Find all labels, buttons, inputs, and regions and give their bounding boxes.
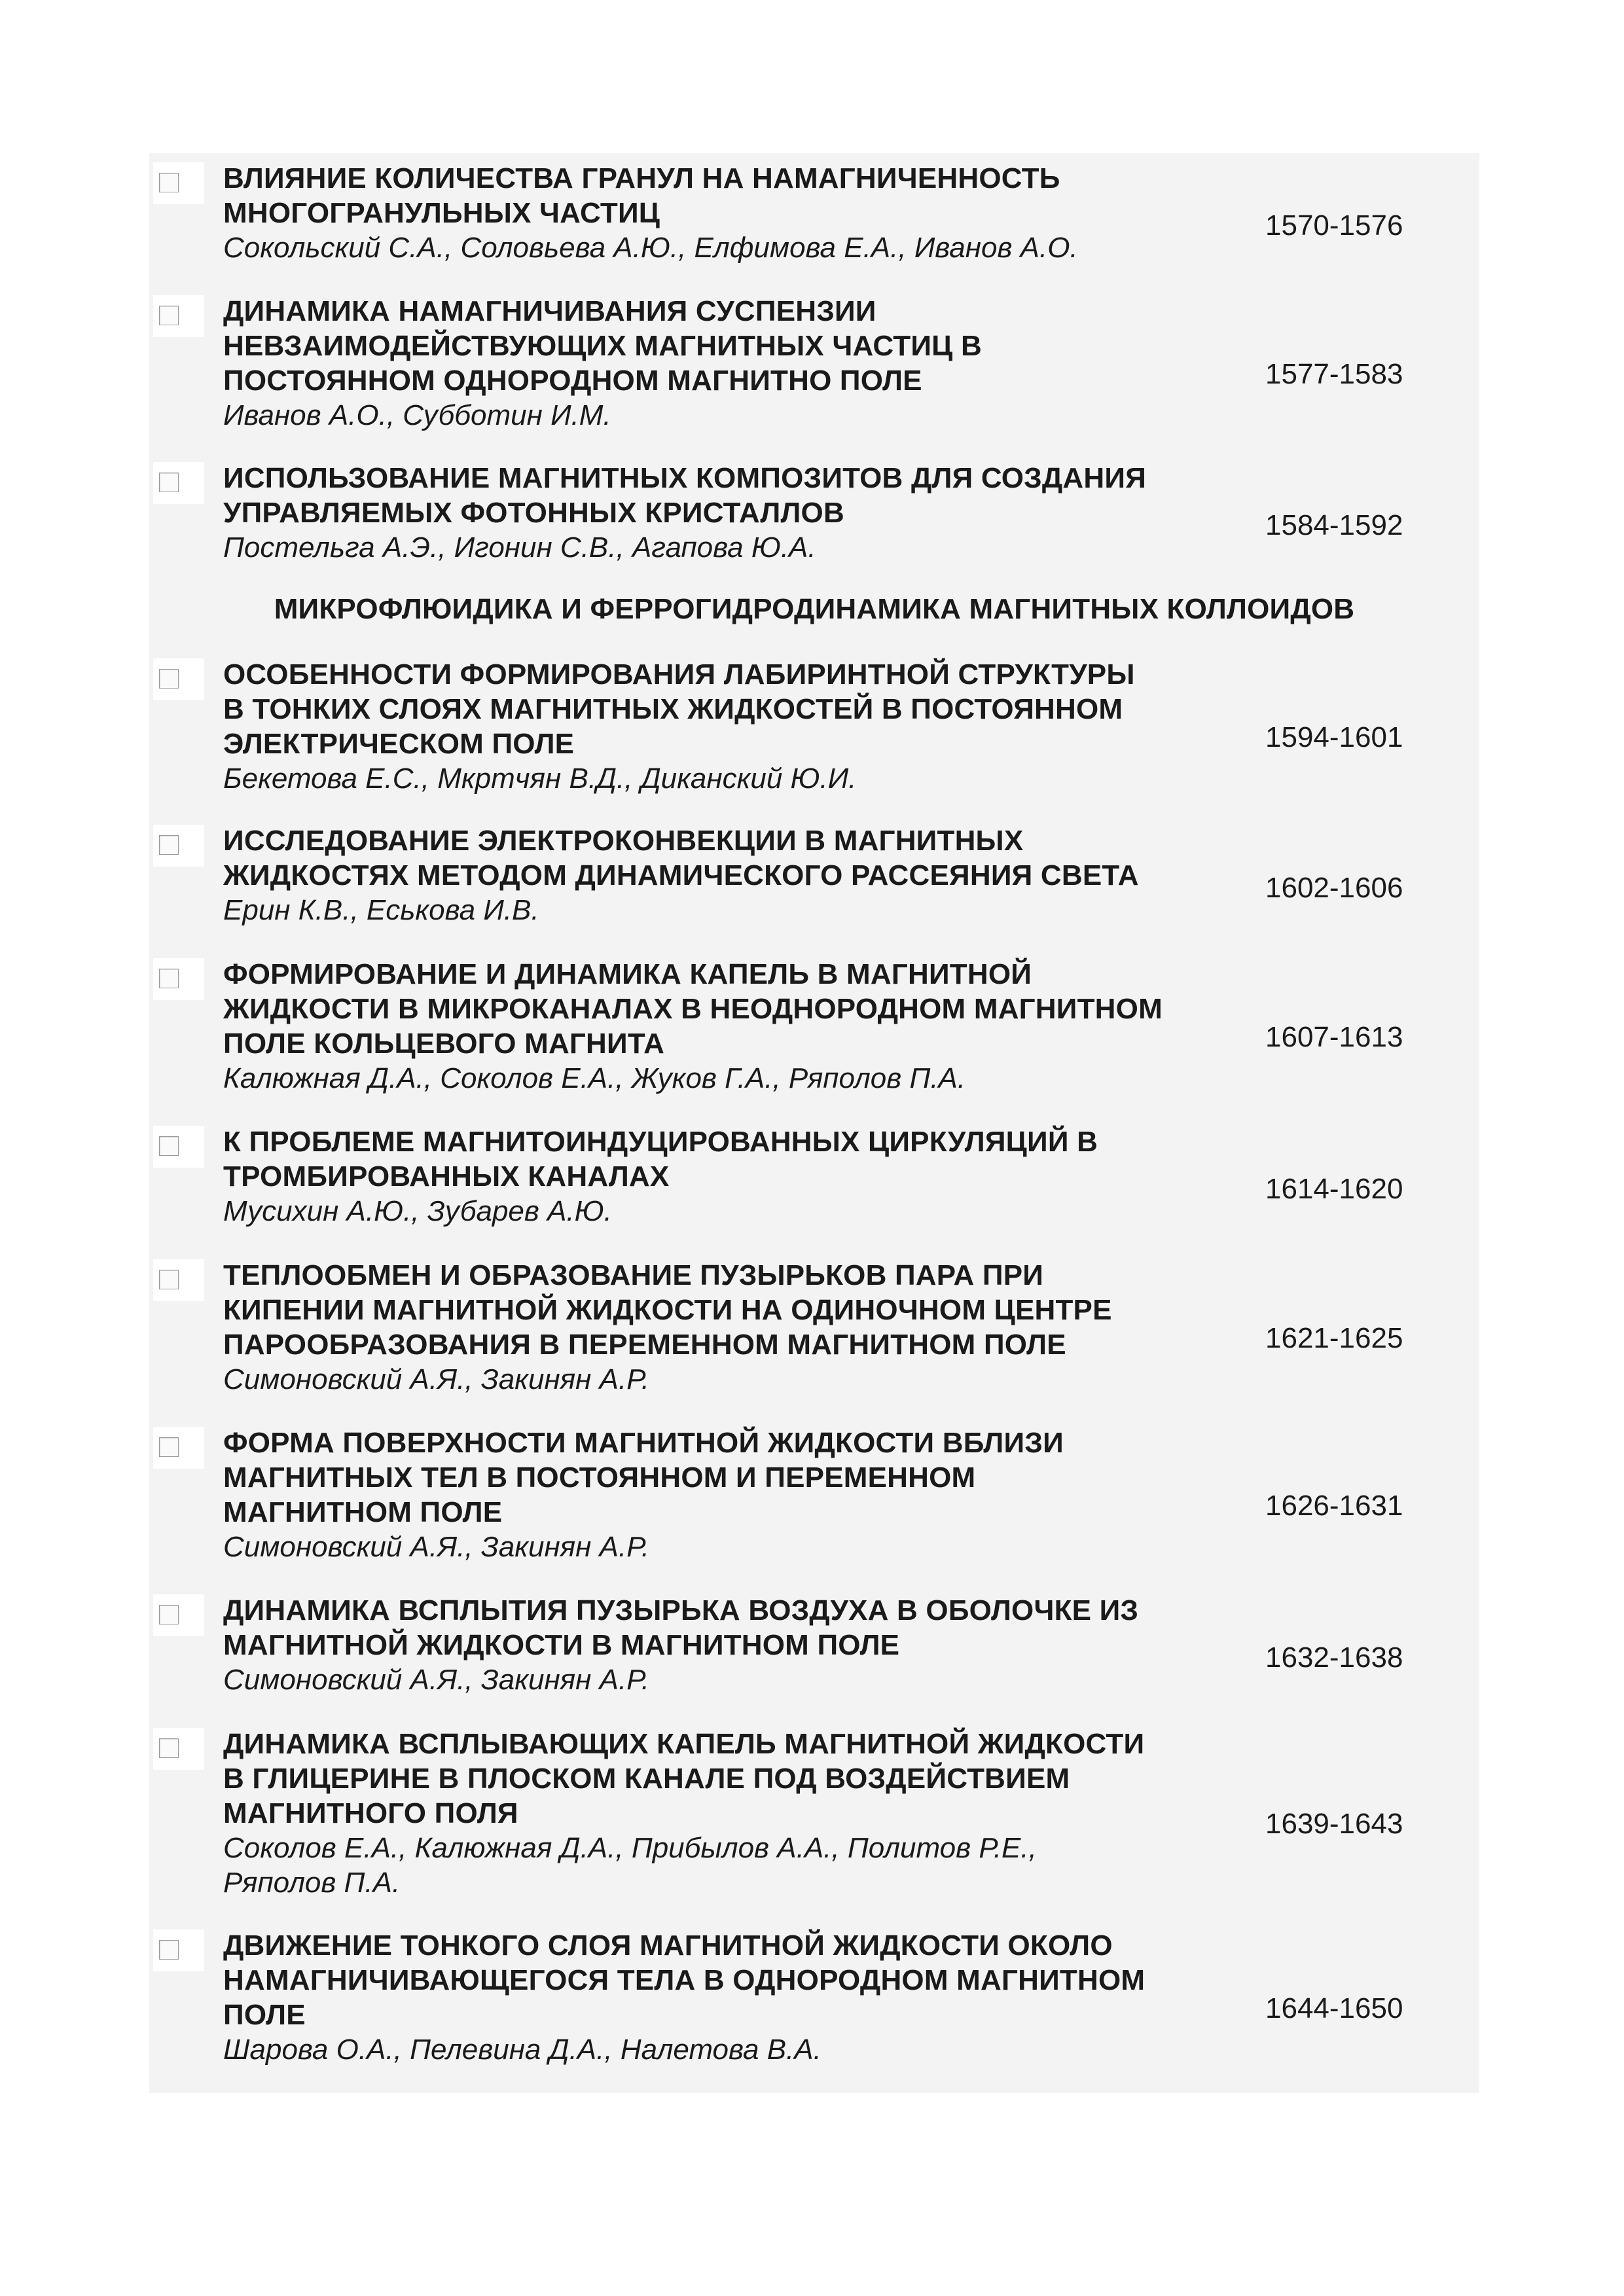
article-authors: Калюжная Д.А., Соколов Е.А., Жуков Г.А., Ряполов П.А. — [223, 1062, 966, 1094]
article-title[interactable]: ОСОБЕННОСТИ ФОРМИРОВАНИЯ ЛАБИРИНТНОЙ СТРУКТУРЫ В ТОНКИХ СЛОЯХ МАГНИТНЫХ ЖИДКОСТЕЙ В ПОСТОЯННОМ ЭЛЕКТРИЧЕСКОМ ПОЛЕ — [223, 658, 1135, 760]
article-title[interactable]: ДВИЖЕНИЕ ТОНКОГО СЛОЯ МАГНИТНОЙ ЖИДКОСТИ ОКОЛО НАМАГНИЧИВАЮЩЕГОСЯ ТЕЛА В ОДНОРОДНОМ МАГНИТНОМ ПОЛЕ — [223, 1929, 1146, 2031]
article-title[interactable]: ИССЛЕДОВАНИЕ ЭЛЕКТРОКОНВЕКЦИИ В МАГНИТНЫХ ЖИДКОСТЯХ МЕТОДОМ ДИНАМИЧЕСКОГО РАССЕЯНИЯ СВЕТА — [223, 825, 1139, 891]
checkbox-cell — [153, 1728, 204, 1770]
select-checkbox[interactable] — [159, 669, 179, 689]
select-checkbox[interactable] — [159, 835, 179, 855]
article-title[interactable]: ВЛИЯНИЕ КОЛИЧЕСТВА ГРАНУЛ НА НАМАГНИЧЕННОСТЬ МНОГОГРАНУЛЬНЫХ ЧАСТИЦ — [223, 162, 1060, 229]
entry-text — [223, 1426, 1349, 1564]
checkbox-cell — [153, 1259, 204, 1301]
article-title[interactable]: ФОРМА ПОВЕРХНОСТИ МАГНИТНОЙ ЖИДКОСТИ ВБЛИЗИ МАГНИТНЫХ ТЕЛ В ПОСТОЯННОМ И ПЕРЕМЕННОМ МАГНИТНОМ ПОЛЕ — [223, 1427, 1064, 1528]
article-authors: Соколов Е.А., Калюжная Д.А., Прибылов А.А., Политов Р.Е., Ряполов П.А. — [223, 1832, 1037, 1899]
select-checkbox[interactable] — [159, 306, 179, 325]
article-authors: Ерин К.В., Еськова И.В. — [223, 894, 539, 926]
checkbox-cell — [153, 162, 204, 204]
checkbox-cell — [153, 295, 204, 337]
checkbox-cell — [153, 462, 204, 504]
entry-text — [223, 1727, 1349, 1900]
article-title[interactable]: ФОРМИРОВАНИЕ И ДИНАМИКА КАПЕЛЬ В МАГНИТНОЙ ЖИДКОСТИ В МИКРОКАНАЛАХ В НЕОДНОРОДНОМ МАГНИТНОМ ПОЛЕ КОЛЬЦЕВОГО МАГНИТА — [223, 958, 1163, 1060]
article-authors: Мусихин А.Ю., Зубарев А.Ю. — [223, 1195, 612, 1227]
select-checkbox[interactable] — [159, 173, 179, 192]
entry-text — [223, 1258, 1349, 1397]
article-authors: Симоновский А.Я., Закинян А.Р. — [223, 1664, 649, 1696]
page-range: 1570-1576 — [1265, 209, 1403, 242]
select-checkbox[interactable] — [159, 1738, 179, 1758]
select-checkbox[interactable] — [159, 1605, 179, 1624]
checkbox-cell — [153, 1126, 204, 1168]
page-range: 1614-1620 — [1265, 1173, 1403, 1205]
article-title[interactable]: ДИНАМИКА ВСПЛЫВАЮЩИХ КАПЕЛЬ МАГНИТНОЙ ЖИДКОСТИ В ГЛИЦЕРИНЕ В ПЛОСКОМ КАНАЛЕ ПОД ВОЗДЕЙСТВИЕМ МАГНИТНОГО ПОЛЯ — [223, 1728, 1145, 1829]
select-checkbox[interactable] — [159, 473, 179, 492]
article-authors: Симоновский А.Я., Закинян А.Р. — [223, 1363, 649, 1395]
checkbox-cell — [153, 658, 204, 700]
entry-text — [223, 461, 1349, 565]
article-title[interactable]: ДИНАМИКА ВСПЛЫТИЯ ПУЗЫРЬКА ВОЗДУХА В ОБОЛОЧКЕ ИЗ МАГНИТНОЙ ЖИДКОСТИ В МАГНИТНОМ ПОЛЕ — [223, 1594, 1139, 1661]
article-title[interactable]: ИСПОЛЬЗОВАНИЕ МАГНИТНЫХ КОМПОЗИТОВ ДЛЯ СОЗДАНИЯ УПРАВЛЯЕМЫХ ФОТОННЫХ КРИСТАЛЛОВ — [223, 462, 1147, 529]
entry-text — [223, 294, 1349, 433]
page-range: 1632-1638 — [1265, 1641, 1403, 1674]
checkbox-cell — [153, 958, 204, 1000]
select-checkbox[interactable] — [159, 969, 179, 988]
article-authors: Симоновский А.Я., Закинян А.Р. — [223, 1531, 649, 1563]
checkbox-cell — [153, 825, 204, 867]
entry-text — [223, 161, 1349, 265]
page-range: 1577-1583 — [1265, 358, 1403, 390]
entry-text — [223, 657, 1349, 796]
checkbox-cell — [153, 1427, 204, 1469]
select-checkbox[interactable] — [159, 1270, 179, 1289]
entry-text — [223, 1928, 1349, 2067]
entry-text — [223, 823, 1349, 927]
page-range: 1607-1613 — [1265, 1021, 1403, 1053]
entry-text — [223, 1593, 1349, 1697]
checkbox-cell — [153, 1929, 204, 1971]
article-authors: Шарова О.А., Пелевина Д.А., Налетова В.А. — [223, 2034, 821, 2066]
page-range: 1594-1601 — [1265, 721, 1403, 753]
article-authors: Бекетова Е.С., Мкртчян В.Д., Диканский Ю.И. — [223, 762, 857, 795]
page-range: 1602-1606 — [1265, 872, 1403, 904]
select-checkbox[interactable] — [159, 1136, 179, 1156]
section-heading: МИКРОФЛЮИДИКА И ФЕРРОГИДРОДИНАМИКА МАГНИТНЫХ КОЛЛОИДОВ — [274, 593, 1355, 625]
article-title[interactable]: ДИНАМИКА НАМАГНИЧИВАНИЯ СУСПЕНЗИИ НЕВЗАИМОДЕЙСТВУЮЩИХ МАГНИТНЫХ ЧАСТИЦ В ПОСТОЯННОМ ОДНОРОДНОМ МАГНИТНО ПОЛЕ — [223, 295, 982, 397]
article-authors: Постельга А.Э., Игонин С.В., Агапова Ю.А. — [223, 531, 816, 564]
article-title[interactable]: К ПРОБЛЕМЕ МАГНИТОИНДУЦИРОВАННЫХ ЦИРКУЛЯЦИЙ В ТРОМБИРОВАННЫХ КАНАЛАХ — [223, 1126, 1098, 1193]
page-range: 1584-1592 — [1265, 509, 1403, 541]
page-range: 1639-1643 — [1265, 1808, 1403, 1840]
article-title[interactable]: ТЕПЛООБМЕН И ОБРАЗОВАНИЕ ПУЗЫРЬКОВ ПАРА ПРИ КИПЕНИИ МАГНИТНОЙ ЖИДКОСТИ НА ОДИНОЧНОМ ЦЕНТРЕ ПАРООБРАЗОВАНИЯ В ПЕРЕМЕННОМ МАГНИТНОМ ПОЛЕ — [223, 1259, 1112, 1361]
checkbox-cell — [153, 1594, 204, 1636]
page-range: 1626-1631 — [1265, 1490, 1403, 1522]
table-of-contents-panel — [149, 153, 1479, 2093]
select-checkbox[interactable] — [159, 1940, 179, 1960]
page-range: 1621-1625 — [1265, 1322, 1403, 1354]
entry-text — [223, 1124, 1349, 1229]
article-authors: Иванов А.О., Субботин И.М. — [223, 399, 611, 431]
page-range: 1644-1650 — [1265, 1992, 1403, 2024]
entry-text — [223, 957, 1349, 1096]
select-checkbox[interactable] — [159, 1437, 179, 1457]
article-authors: Сокольский С.А., Соловьева А.Ю., Елфимова Е.А., Иванов А.О. — [223, 232, 1078, 264]
